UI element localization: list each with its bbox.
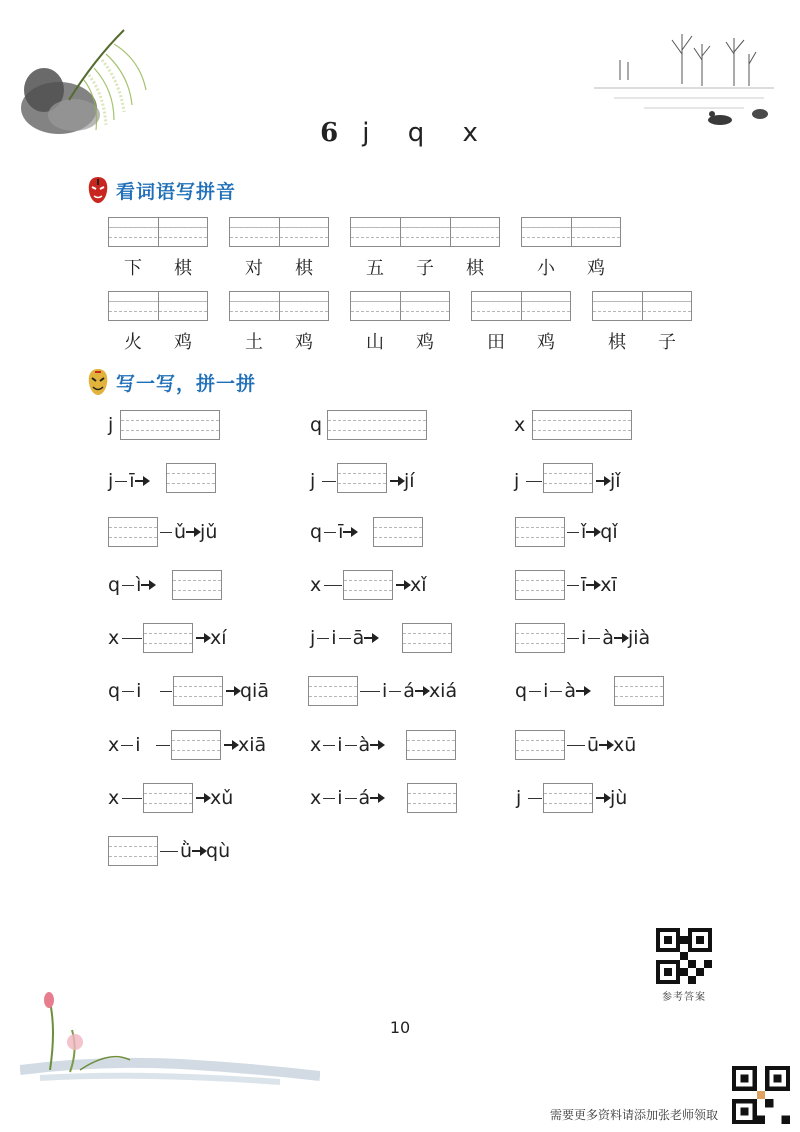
write-box[interactable] xyxy=(166,463,216,493)
pinyin-result: xí xyxy=(210,627,227,649)
word-char: 下 xyxy=(124,258,142,279)
spell-result xyxy=(224,730,266,760)
spell-sequence xyxy=(108,466,149,496)
qr-label: 参考答案 xyxy=(662,992,706,1003)
pinyin-part: ā xyxy=(352,627,365,649)
write-box[interactable] xyxy=(373,517,423,547)
arrow-right-icon xyxy=(224,730,238,760)
pinyin-result: jià xyxy=(627,627,651,649)
write-box[interactable] xyxy=(173,676,223,706)
pinyin-part: q xyxy=(108,680,121,702)
spell-sequence xyxy=(565,623,650,653)
lesson-letters: j q x xyxy=(362,118,480,148)
word-char: 鸡 xyxy=(174,332,192,353)
write-box[interactable] xyxy=(515,570,565,600)
spell-result xyxy=(396,570,427,600)
write-box[interactable] xyxy=(343,570,393,600)
word-char: 棋 xyxy=(608,332,626,353)
pinyin-part: ì xyxy=(136,574,142,596)
spell-sequence xyxy=(108,676,141,706)
pinyin-part: x xyxy=(310,787,322,809)
arrow-right-icon xyxy=(186,517,200,547)
arrow-right-icon xyxy=(415,676,429,706)
pinyin-part: i xyxy=(543,680,549,702)
arrow-right-icon xyxy=(370,783,384,813)
answer-qr-code[interactable] xyxy=(656,928,712,984)
word-char: 鸡 xyxy=(587,258,605,279)
pinyin-result: qǐ xyxy=(600,521,618,543)
word-char: 火 xyxy=(124,332,142,353)
arrow-right-icon xyxy=(196,623,210,653)
pinyin-part: j xyxy=(516,787,522,809)
word-char: 子 xyxy=(658,332,676,353)
write-box[interactable] xyxy=(543,783,593,813)
pinyin-result: qiā xyxy=(240,680,269,702)
spell-result xyxy=(226,676,269,706)
spell-sequence xyxy=(158,517,217,547)
spell-result xyxy=(196,783,233,813)
word-char: 山 xyxy=(366,332,384,353)
lesson-title xyxy=(0,118,800,148)
pinyin-part: i xyxy=(337,734,343,756)
spell-sequence xyxy=(310,730,384,760)
arrow-right-icon xyxy=(576,676,590,706)
pinyin-initial: j xyxy=(108,414,114,436)
pinyin-initial: x xyxy=(514,414,526,436)
pinyin-write-box[interactable] xyxy=(592,291,692,321)
pinyin-part: i xyxy=(135,734,141,756)
spell-sequence xyxy=(310,623,378,653)
arrow-right-icon xyxy=(390,466,404,496)
opera-mask-red-icon xyxy=(86,176,110,204)
footer-note: 需要更多资料请添加张老师领取 xyxy=(549,1108,718,1122)
pinyin-result: xī xyxy=(600,574,617,596)
write-box[interactable] xyxy=(171,730,221,760)
pinyin-part: i xyxy=(337,787,343,809)
pinyin-result: jí xyxy=(404,470,415,492)
pinyin-part: x xyxy=(108,734,120,756)
pinyin-part: ī xyxy=(338,521,344,543)
word-char: 土 xyxy=(245,332,263,353)
spell-sequence xyxy=(565,517,618,547)
arrow-right-icon xyxy=(396,570,410,600)
word-char: 鸡 xyxy=(537,332,555,353)
word-char: 田 xyxy=(487,332,505,353)
pinyin-part: j xyxy=(310,470,316,492)
word-char: 子 xyxy=(416,258,434,279)
pinyin-result: jǔ xyxy=(200,521,218,543)
arrow-right-icon xyxy=(196,783,210,813)
word-char: 五 xyxy=(366,258,384,279)
arrow-right-icon xyxy=(364,623,378,653)
page-number: 10 xyxy=(389,1018,411,1037)
arrow-right-icon xyxy=(596,466,610,496)
pinyin-part: ǔ xyxy=(174,521,187,543)
pinyin-part: á xyxy=(358,787,371,809)
arrow-right-icon xyxy=(596,783,610,813)
lesson-number: 6 xyxy=(320,118,341,148)
arrow-right-icon xyxy=(614,623,628,653)
write-box[interactable] xyxy=(108,836,158,866)
write-box[interactable] xyxy=(337,463,387,493)
write-box[interactable] xyxy=(614,676,664,706)
word-char: 小 xyxy=(537,258,555,279)
contact-qr-code[interactable] xyxy=(732,1066,790,1124)
write-box[interactable] xyxy=(543,463,593,493)
pinyin-part: i xyxy=(581,627,587,649)
spell-sequence xyxy=(310,517,357,547)
pinyin-write-box[interactable] xyxy=(108,217,208,247)
write-box[interactable] xyxy=(407,783,457,813)
pinyin-part: i xyxy=(136,680,142,702)
pinyin-part: ū xyxy=(587,734,600,756)
section-heading-text: 看词语写拼音 xyxy=(116,180,237,203)
pinyin-result: xǔ xyxy=(210,787,234,809)
section-heading-text: 写一写，拼一拼 xyxy=(116,372,257,395)
pinyin-write-box[interactable] xyxy=(350,291,450,321)
pinyin-part: i xyxy=(382,680,388,702)
pinyin-part: x xyxy=(310,574,322,596)
section-heading-look-write xyxy=(86,176,236,204)
pinyin-write-box[interactable] xyxy=(350,217,500,247)
word-char: 棋 xyxy=(174,258,192,279)
word-char: 鸡 xyxy=(416,332,434,353)
pinyin-part: x xyxy=(108,627,120,649)
word-char: 鸡 xyxy=(295,332,313,353)
pinyin-write-box[interactable] xyxy=(521,217,621,247)
write-box[interactable] xyxy=(327,410,427,440)
arrow-right-icon xyxy=(141,570,155,600)
pinyin-part: q xyxy=(108,574,121,596)
arrow-right-icon xyxy=(599,730,613,760)
write-box[interactable] xyxy=(406,730,456,760)
arrow-right-icon xyxy=(343,517,357,547)
pinyin-result: jǐ xyxy=(610,470,621,492)
pinyin-result: xiā xyxy=(238,734,267,756)
write-box[interactable] xyxy=(532,410,632,440)
pinyin-part: i xyxy=(331,627,337,649)
pinyin-part: q xyxy=(515,680,528,702)
arrow-right-icon xyxy=(135,466,149,496)
spell-sequence xyxy=(158,836,230,866)
arrow-right-icon xyxy=(192,836,206,866)
pinyin-write-box[interactable] xyxy=(229,291,329,321)
pinyin-part: ī xyxy=(129,470,135,492)
write-box[interactable] xyxy=(515,730,565,760)
arrow-right-icon xyxy=(226,676,240,706)
write-box[interactable] xyxy=(402,623,452,653)
spell-sequence xyxy=(108,730,141,760)
spell-sequence xyxy=(515,676,590,706)
word-char: 棋 xyxy=(466,258,484,279)
write-box[interactable] xyxy=(515,517,565,547)
write-box[interactable] xyxy=(120,410,220,440)
spell-sequence xyxy=(565,570,617,600)
pinyin-part: j xyxy=(108,470,114,492)
pinyin-part: x xyxy=(108,787,120,809)
arrow-right-icon xyxy=(370,730,384,760)
arrow-right-icon xyxy=(586,570,600,600)
lotus-water-illustration xyxy=(20,990,320,1090)
pinyin-part: ǐ xyxy=(581,521,587,543)
pinyin-result: qù xyxy=(206,840,231,862)
spell-sequence xyxy=(310,783,384,813)
pinyin-part: j xyxy=(514,470,520,492)
write-box[interactable] xyxy=(515,623,565,653)
write-box[interactable] xyxy=(143,783,193,813)
write-box[interactable] xyxy=(108,517,158,547)
pinyin-part: ǜ xyxy=(180,840,193,862)
pinyin-part: ī xyxy=(581,574,587,596)
pinyin-write-box[interactable] xyxy=(471,291,571,321)
section-heading-write-spell xyxy=(86,368,256,396)
spell-result xyxy=(196,623,227,653)
spell-sequence xyxy=(565,730,636,760)
spell-result xyxy=(390,466,415,496)
pinyin-result: xū xyxy=(613,734,637,756)
pinyin-part: à xyxy=(602,627,614,649)
spell-sequence xyxy=(108,570,155,600)
pinyin-part: á xyxy=(403,680,415,702)
pinyin-part: à xyxy=(564,680,576,702)
write-box[interactable] xyxy=(143,623,193,653)
pinyin-result: xǐ xyxy=(410,574,427,596)
arrow-right-icon xyxy=(586,517,600,547)
spell-result xyxy=(596,783,627,813)
word-char: 棋 xyxy=(295,258,313,279)
pinyin-write-box[interactable] xyxy=(108,291,208,321)
pinyin-part: à xyxy=(358,734,371,756)
write-box[interactable] xyxy=(172,570,222,600)
pinyin-part: x xyxy=(310,734,322,756)
pinyin-part: q xyxy=(310,521,323,543)
pinyin-result: jù xyxy=(610,787,628,809)
spell-sequence xyxy=(358,676,457,706)
pinyin-initial: q xyxy=(310,414,323,436)
spell-result xyxy=(596,466,621,496)
pinyin-write-box[interactable] xyxy=(229,217,329,247)
opera-mask-yellow-icon xyxy=(86,368,110,396)
pinyin-result: xiá xyxy=(428,680,458,702)
word-char: 对 xyxy=(245,258,263,279)
write-box[interactable] xyxy=(308,676,358,706)
pinyin-part: j xyxy=(310,627,316,649)
